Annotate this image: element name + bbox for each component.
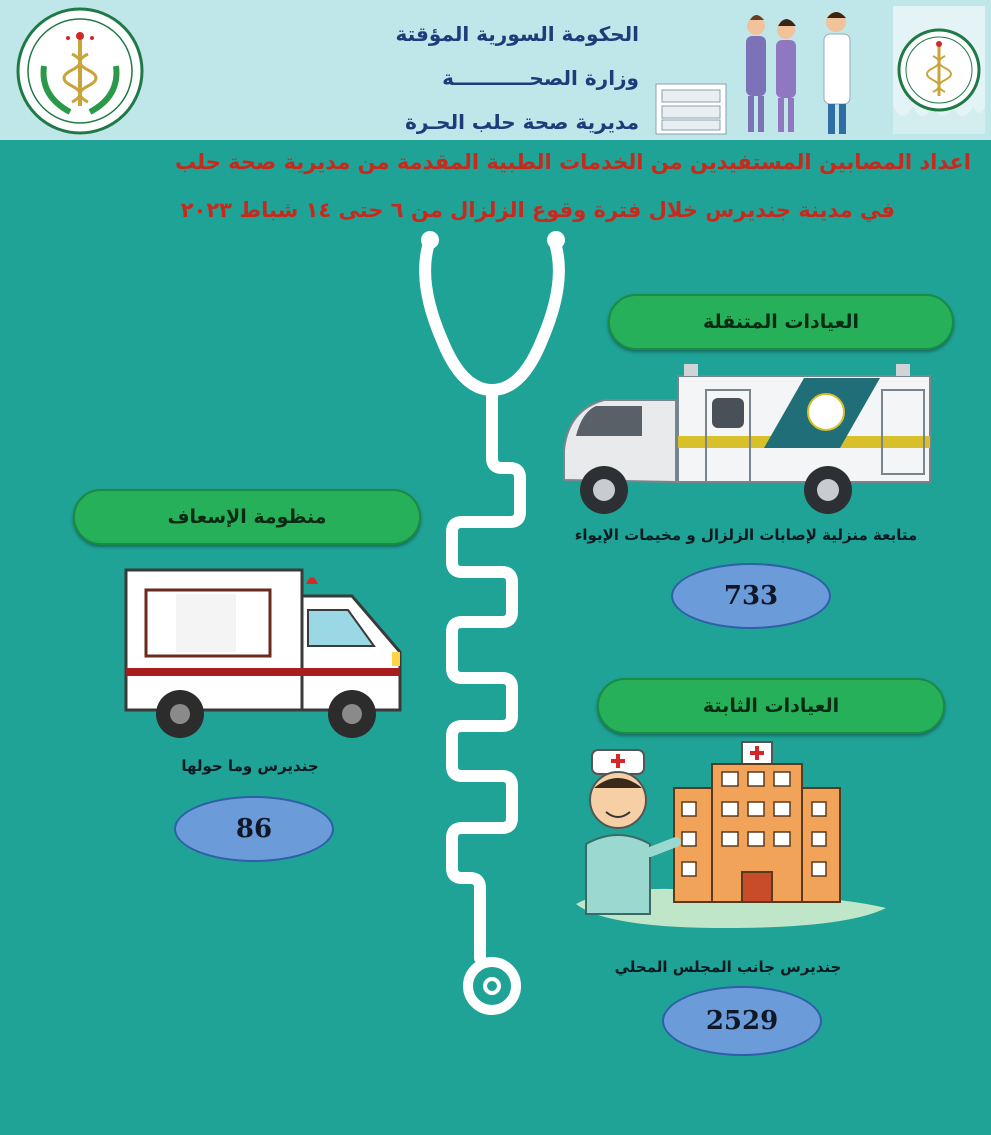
ems-label: منظومة الإسعاف (73, 489, 421, 545)
ems-count: 86 (174, 796, 334, 862)
hospital-doctor-icon (566, 736, 896, 936)
mobile-clinics-label: العيادات المتنقلة (608, 294, 954, 350)
header-divider (0, 140, 991, 144)
directorate-logo-right (893, 6, 985, 134)
gov-line-3: مديرية صحة حلب الحـرة (405, 110, 639, 134)
government-header (299, 12, 639, 144)
gov-line-1: الحكومة السورية المؤقتة (395, 22, 639, 46)
gov-line-2: وزارة الصحـــــــــــة (442, 66, 639, 90)
ems-caption: جنديرس وما حولها (181, 757, 319, 775)
directorate-logo-left (14, 6, 146, 136)
infographic-title: اعداد المصابين المستفيدين من الخدمات الطبية المقدمة من مديرية صحة حلب (174, 150, 971, 174)
fixed-clinics-caption: جنديرس جانب المجلس المحلي (614, 958, 842, 976)
mobile-clinic-truck-icon (556, 362, 936, 518)
mobile-clinics-caption: متابعة منزلية لإصابات الزلزال و مخيمات الإيواء (574, 526, 918, 544)
mobile-clinics-count: 733 (671, 563, 831, 629)
fixed-clinics-label: العيادات الثابتة (597, 678, 945, 734)
fixed-clinics-count: 2529 (662, 986, 822, 1056)
ambulance-icon (122, 566, 402, 746)
infographic-subtitle: في مدينة جنديرس خلال فترة وقوع الزلزال من ٦ حتى ١٤ شباط ٢٠٢٣ (180, 198, 895, 222)
medical-staff-illustration (652, 10, 872, 140)
header-band (0, 0, 991, 142)
